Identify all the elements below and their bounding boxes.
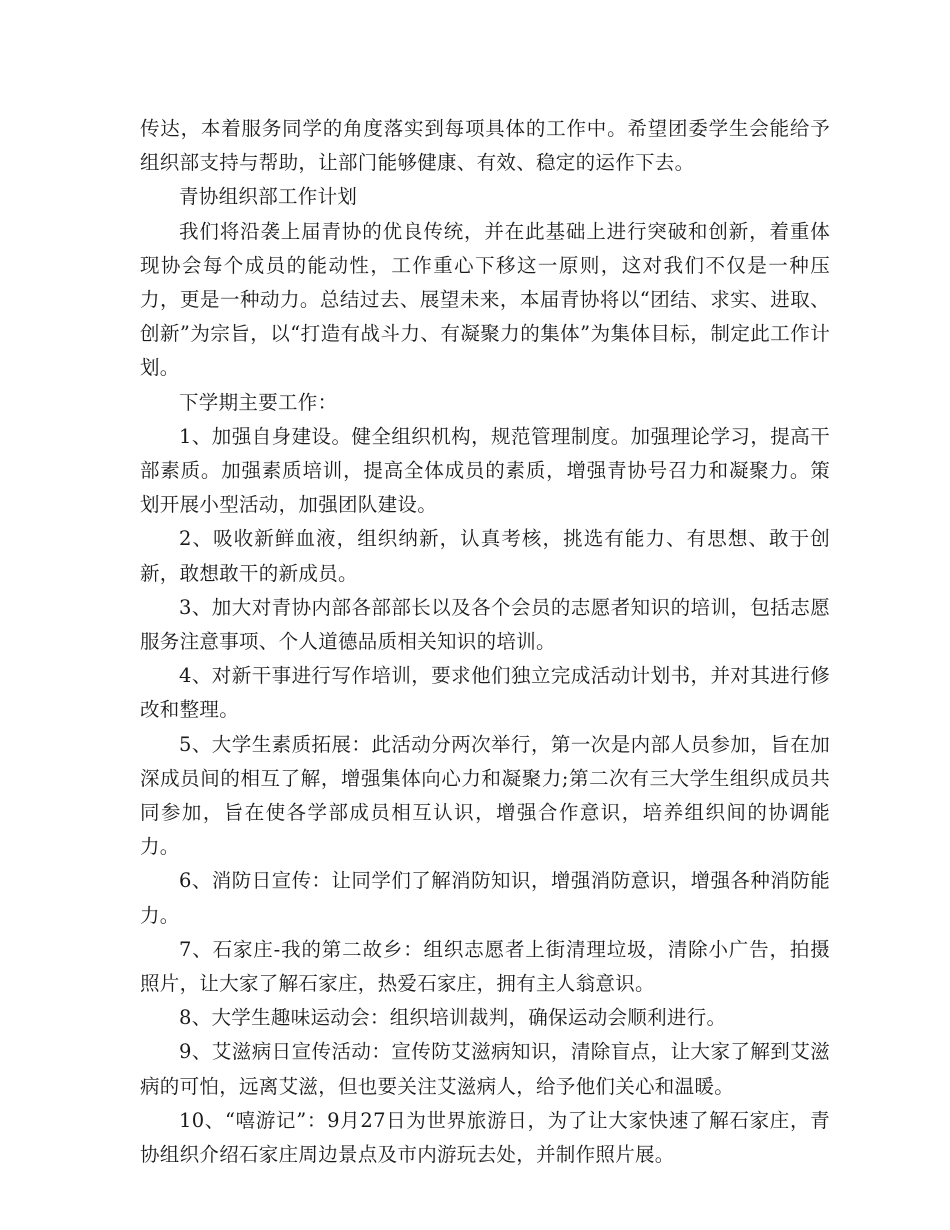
- paragraph-intro: 我们将沿袭上届青协的优良传统，并在此基础上进行突破和创新，着重体现协会每个成员的能动性，工作重心下移这一原则，这对我们不仅是一种压力，更是一种动力。总结过去、展望未来，本届青协将以“团结、求实、进取、创新”为宗旨，以“打造有战斗力、有凝聚力的集体”为集体目标，制定此工作计划。: [140, 219, 830, 380]
- list-item: 7、石家庄-我的第二故乡：组织志愿者上街清理垃圾，清除小广告，拍摄照片，让大家了解石家庄，热爱石家庄，拥有主人翁意识。: [140, 937, 830, 996]
- section-heading: 青协组织部工作计划: [179, 185, 358, 209]
- list-item: 9、艾滋病日宣传活动：宣传防艾滋病知识，清除盲点，让大家了解到艾滋病的可怕，远离艾滋，但也要关注艾滋病人，给予他们关心和温暖。: [140, 1040, 830, 1098]
- list-item: 8、大学生趣味运动会：组织培训裁判，确保运动会顺利进行。: [179, 1006, 727, 1030]
- list-item: 6、消防日宣传：让同学们了解消防知识，增强消防意识，增强各种消防能力。: [140, 869, 830, 927]
- list-item: 3、加大对青协内部各部部长以及各个会员的志愿者知识的培训，包括志愿服务注意事项、个人道德品质相关知识的培训。: [140, 595, 830, 654]
- list-item: 10、“嘻游记”：9月27日为世界旅游日，为了让大家快速了解石家庄，青协组织介绍石家庄周边景点及市内游玩去处，并制作照片展。: [140, 1108, 830, 1167]
- list-item: 2、吸收新鲜血液，组织纳新，认真考核，挑选有能力、有思想、敢于创新，敢想敢干的新成员。: [140, 527, 830, 585]
- paragraph-continuation: 传达，本着服务同学的角度落实到每项具体的工作中。希望团委学生会能给予组织部支持与帮助，让部门能够健康、有效、稳定的运作下去。: [140, 117, 830, 175]
- subheading-main-work: 下学期主要工作：: [179, 390, 338, 414]
- list-item: 1、加强自身建设。健全组织机构，规范管理制度。加强理论学习，提高干部素质。加强素质培训，提高全体成员的素质，增强青协号召力和凝聚力。策划开展小型活动，加强团队建设。: [140, 424, 830, 517]
- list-item: 4、对新干事进行写作培训，要求他们独立完成活动计划书，并对其进行修改和整理。: [140, 664, 830, 722]
- document-body: [140, 112, 830, 1172]
- list-item: 5、大学生素质拓展：此活动分两次举行，第一次是内部人员参加，旨在加深成员间的相互了解，增强集体向心力和凝聚力;第二次有三大学生组织成员共同参加，旨在使各学部成员相互认识，增强合作意识，培养组织间的协调能力。: [140, 732, 830, 859]
